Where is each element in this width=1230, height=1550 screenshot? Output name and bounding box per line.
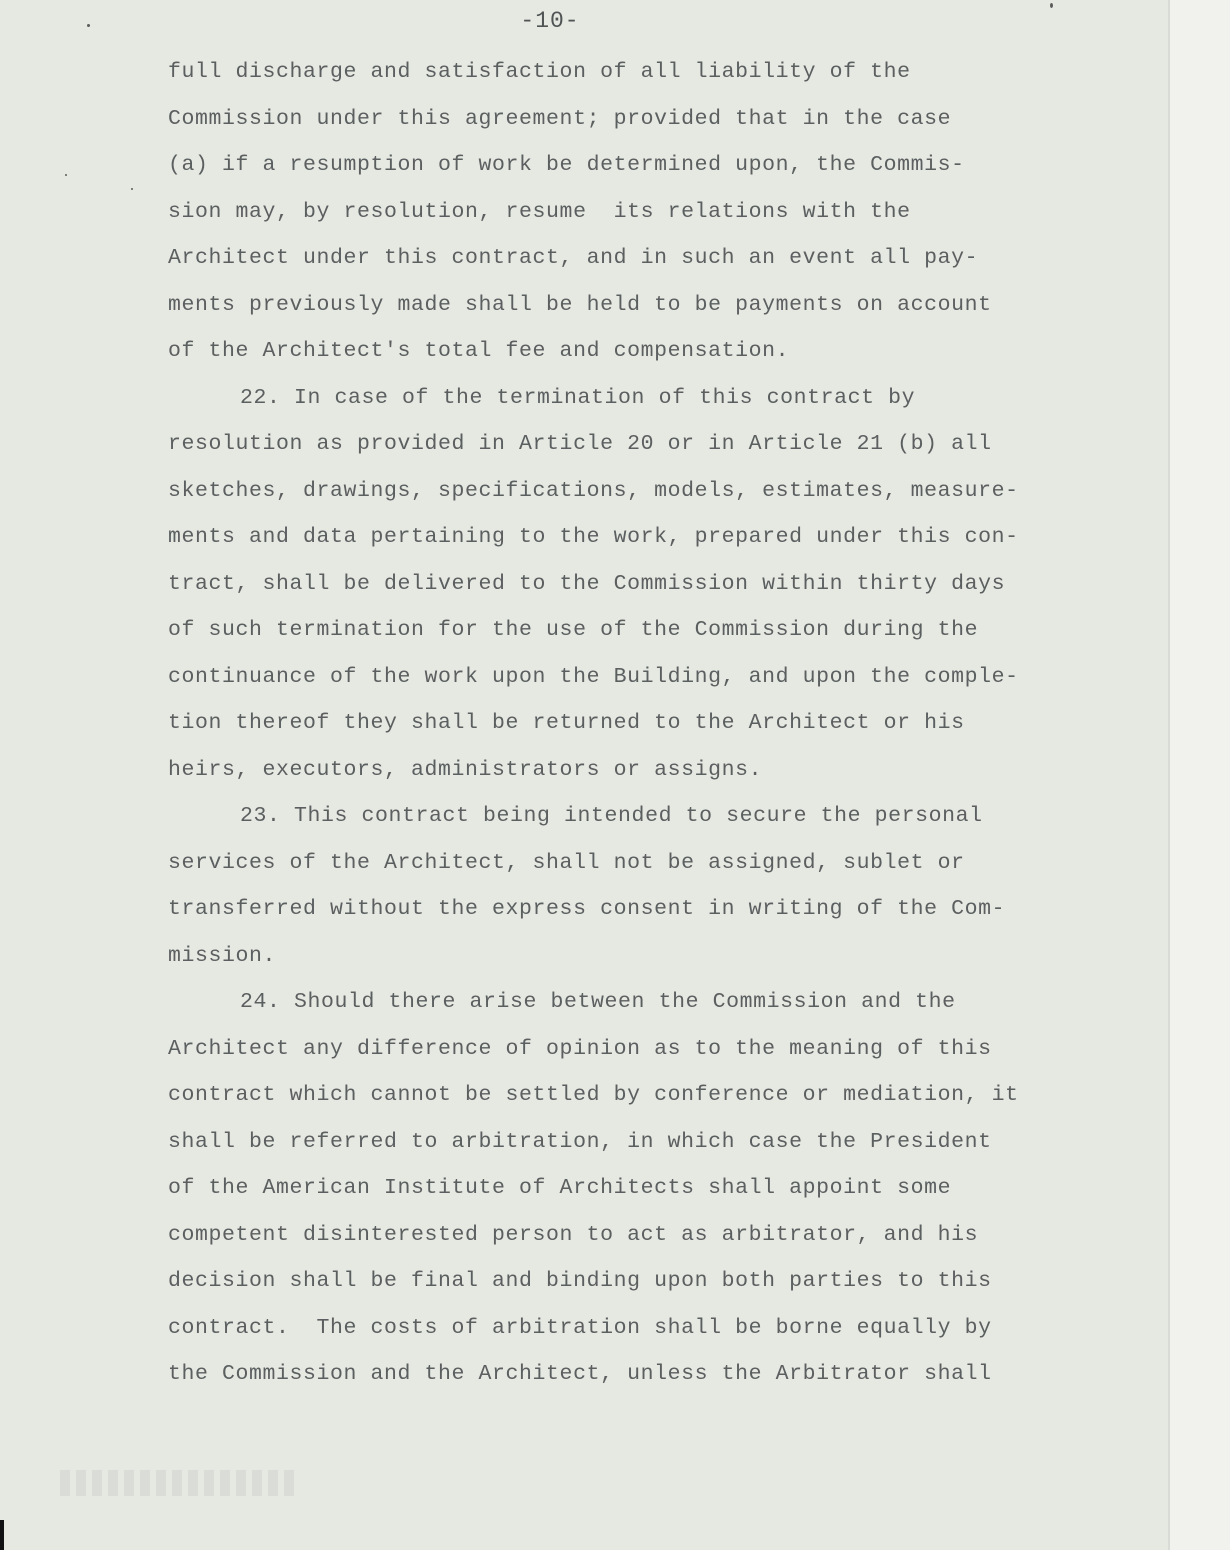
text-line: competent disinterested person to act as arbitrator, and his <box>168 1222 979 1247</box>
paragraph-22-start: 22. In case of the termination of this contract by <box>240 385 916 410</box>
text-line: sion may, by resolution, resume its relations with the <box>168 199 911 224</box>
text-line: of such termination for the use of the Commission during the <box>168 618 979 642</box>
text-line: ments previously made shall be held to be payments on account <box>168 292 992 317</box>
text-line: Architect under this contract, and in such an event all pay- <box>168 246 979 270</box>
paragraph-24-start: 24. Should there arise between the Commission and the <box>240 990 956 1014</box>
paragraph-23-start: 23. This contract being intended to secure the personal <box>240 804 983 828</box>
text-line: tion thereof they shall be returned to the Architect or his <box>168 711 965 735</box>
paper-speck <box>65 174 67 176</box>
text-line: continuance of the work upon the Building, and upon the comple- <box>168 664 1019 689</box>
text-line: the Commission and the Architect, unless the Arbitrator shall <box>168 1362 992 1386</box>
scan-edge-mark <box>0 1520 4 1550</box>
text-line: full discharge and satisfaction of all liability of the <box>168 60 911 84</box>
bleed-through-text <box>60 1470 300 1496</box>
text-line: shall be referred to arbitration, in which case the President <box>168 1129 992 1154</box>
text-line: resolution as provided in Article 20 or in Article 21 (b) all <box>168 432 992 456</box>
text-line: contract which cannot be settled by conference or mediation, it <box>168 1083 1019 1107</box>
text-line: heirs, executors, administrators or assigns. <box>168 757 763 782</box>
text-line: of the American Institute of Architects shall appoint some <box>168 1176 952 1200</box>
text-line: sketches, drawings, specifications, models, estimates, measure- <box>168 478 1019 503</box>
text-line: (a) if a resumption of work be determined upon, the Commis- <box>168 153 965 177</box>
scan-margin <box>1170 0 1230 1550</box>
text-line: Commission under this agreement; provided that in the case <box>168 106 952 131</box>
text-line: mission. <box>168 943 277 968</box>
paper-speck <box>1050 3 1053 8</box>
text-line: services of the Architect, shall not be assigned, sublet or <box>168 850 965 875</box>
text-line: Architect any difference of opinion as to the meaning of this <box>168 1036 992 1061</box>
text-line: tract, shall be delivered to the Commission within thirty days <box>168 571 1006 596</box>
paper-speck <box>87 24 90 27</box>
text-line: transferred without the express consent in writing of the Com- <box>168 897 1006 921</box>
text-line: of the Architect's total fee and compensation. <box>168 339 790 363</box>
text-line: decision shall be final and binding upon both parties to this <box>168 1269 992 1293</box>
body-text <box>168 49 1068 1398</box>
text-line: ments and data pertaining to the work, prepared under this con- <box>168 525 1019 549</box>
page-number: -10- <box>520 8 580 34</box>
paper-speck <box>131 188 133 190</box>
text-line: contract. The costs of arbitration shall be borne equally by <box>168 1315 992 1340</box>
